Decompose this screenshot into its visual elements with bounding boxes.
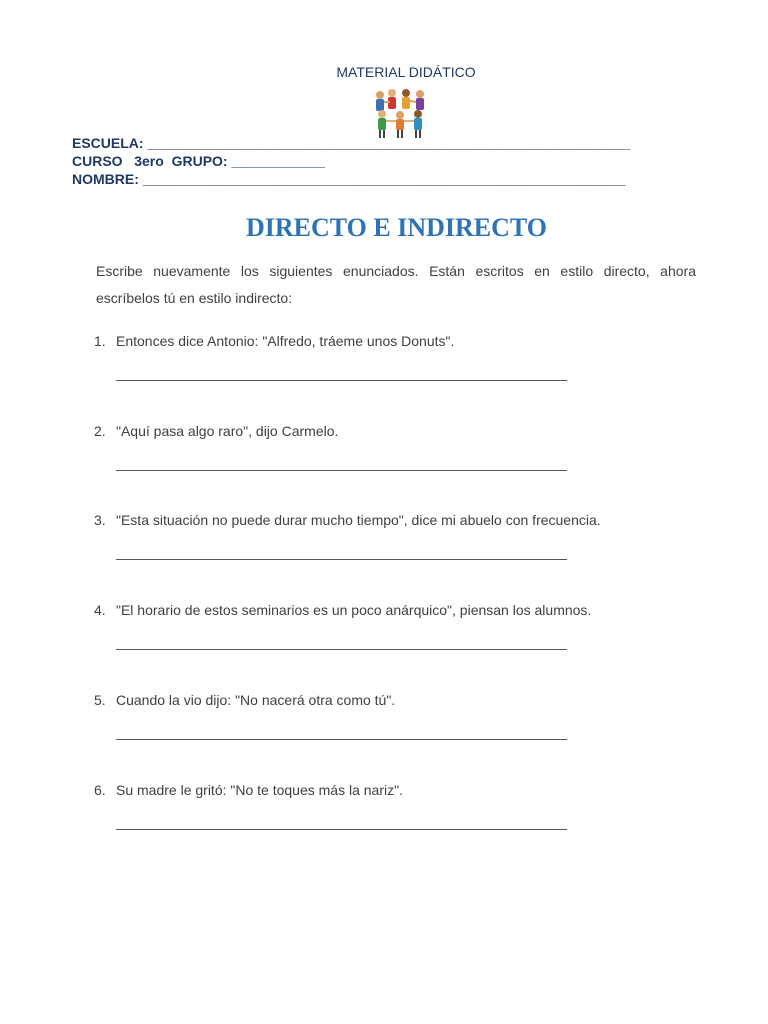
answer-line[interactable] [116, 739, 567, 740]
answer-line[interactable] [116, 829, 567, 830]
exercise-number: 1. [94, 333, 106, 349]
exercise-number: 5. [94, 692, 106, 708]
instructions: Escribe nuevamente los siguientes enunciados. Están escritos en estilo directo, ahora escríbelos tú en estilo indirecto: [96, 263, 696, 306]
course-group-field: CURSO 3ero GRUPO: ____________ [72, 153, 325, 169]
answer-line[interactable] [116, 649, 567, 650]
exercise-text: Su madre le gritó: "No te toques más la nariz". [116, 782, 403, 798]
exercise-text: Entonces dice Antonio: "Alfredo, tráeme unos Donuts". [116, 333, 455, 349]
exercise-text: Cuando la vio dijo: "No nacerá otra como tú". [116, 692, 396, 708]
children-group-icon [370, 88, 432, 140]
exercise-number: 4. [94, 602, 106, 618]
header-title: MATERIAL DIDÁTICO [336, 64, 476, 80]
school-field: ESCUELA: ______________________________________________________________ [72, 135, 631, 151]
main-title: DIRECTO E INDIRECTO [245, 213, 547, 242]
exercise-text: "Aquí pasa algo raro", dijo Carmelo. [116, 423, 339, 439]
name-field: NOMBRE: ______________________________________________________________ [72, 171, 626, 187]
answer-line[interactable] [116, 559, 567, 560]
exercise-text: "El horario de estos seminarios es un poco anárquico", piensan los alumnos. [116, 602, 592, 618]
exercise-number: 6. [94, 782, 106, 798]
exercise-text: "Esta situación no puede durar mucho tiempo", dice mi abuelo con frecuencia. [116, 512, 601, 528]
answer-line[interactable] [116, 380, 567, 381]
answer-line[interactable] [116, 470, 567, 471]
exercise-number: 3. [94, 512, 106, 528]
exercise-number: 2. [94, 423, 106, 439]
